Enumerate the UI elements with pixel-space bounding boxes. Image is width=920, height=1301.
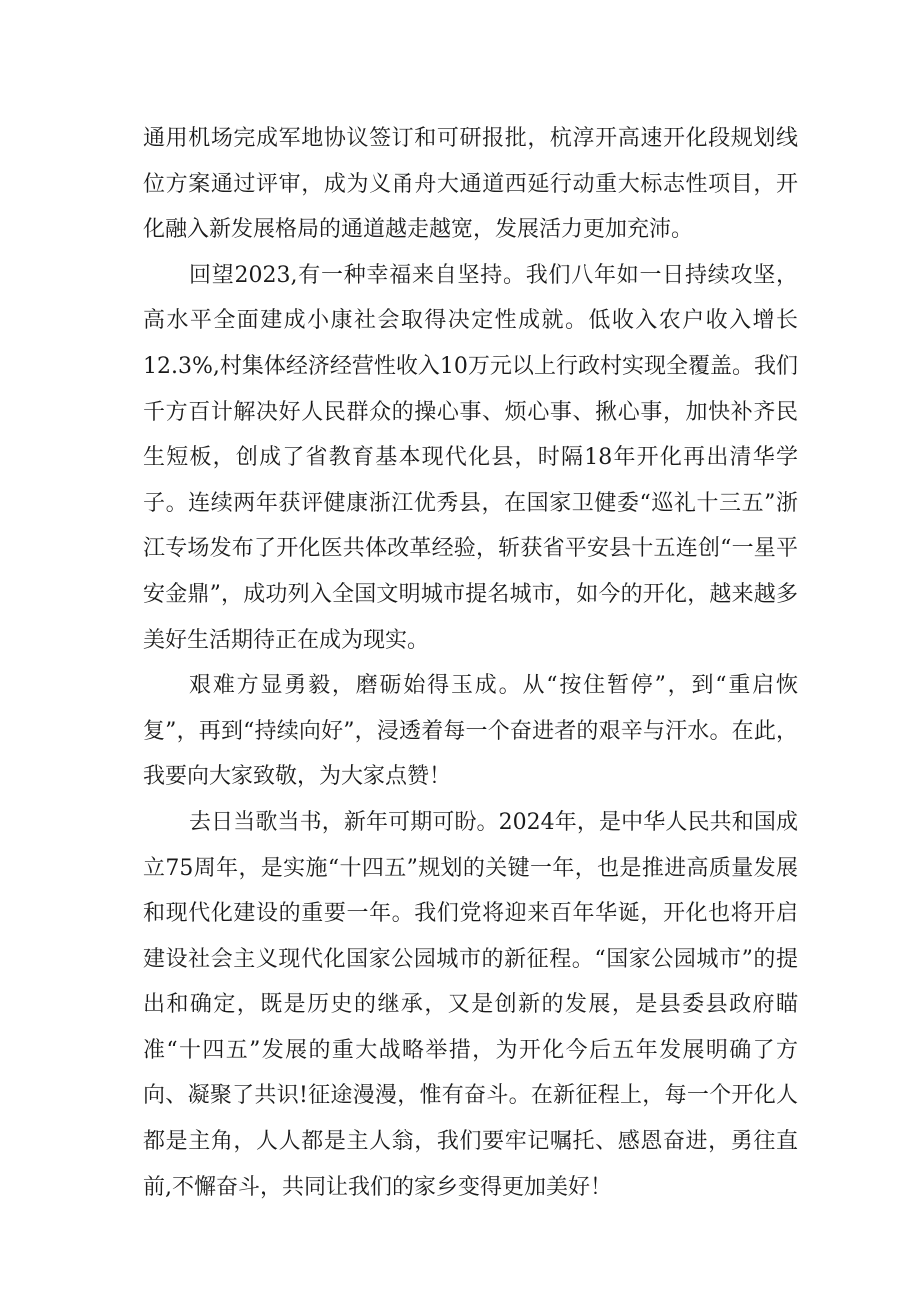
paragraph-2: 回望2023,有一种幸福来自坚持。我们八年如一日持续攻坚，高水平全面建成小康社会取得决定性成就。低收入农户收入增长12.3%,村集体经济经营性收入10万元以上行政村实现全覆盖。我们千方百计解决好人民群众的操心事、烦心事、揪心事，加快补齐民生短板，创成了省教育基本现代化县，时隔18年开化再出清华学子。连续两年获评健康浙江优秀县，在国家卫健委“巡礼十三五”浙江专场发布了开化医共体改革经验，斩获省平安县十五连创“一星平安金鼎”，成功列入全国文明城市提名城市，如今的开化，越来越多美好生活期待正在成为现实。 xyxy=(143,262,798,653)
paragraph-3: 艰难方显勇毅，磨砺始得玉成。从“按住暂停”，到“重启恢复”，再到“持续向好”，浸透着每一个奋进者的艰辛与汗水。在此，我要向大家致敬，为大家点赞！ xyxy=(143,673,798,790)
paragraph-4: 去日当歌当书，新年可期可盼。2024年，是中华人民共和国成立75周年，是实施“十四五”规划的关键一年，也是推进高质量发展和现代化建设的重要一年。我们党将迎来百年华诞，开化也将开启建设社会主义现代化国家公园城市的新征程。“国家公园城市”的提出和确定，既是历史的继承，又是创新的发展，是县委县政府瞄准“十四五”发展的重大战略举措，为开化今后五年发展明确了方向、凝聚了共识!征途漫漫，惟有奋斗。在新征程上，每一个开化人都是主角，人人都是主人翁，我们要牢记嘱托、感恩奋进，勇往直前,不懈奋斗，共同让我们的家乡变得更加美好！ xyxy=(143,809,798,1200)
paragraph-1: 通用机场完成军地协议签订和可研报批，杭淳开高速开化段规划线位方案通过评审，成为义甬舟大通道西延行动重大标志性项目，开化融入新发展格局的通道越走越宽，发展活力更加充沛。 xyxy=(143,126,798,243)
document-body xyxy=(143,116,798,1210)
